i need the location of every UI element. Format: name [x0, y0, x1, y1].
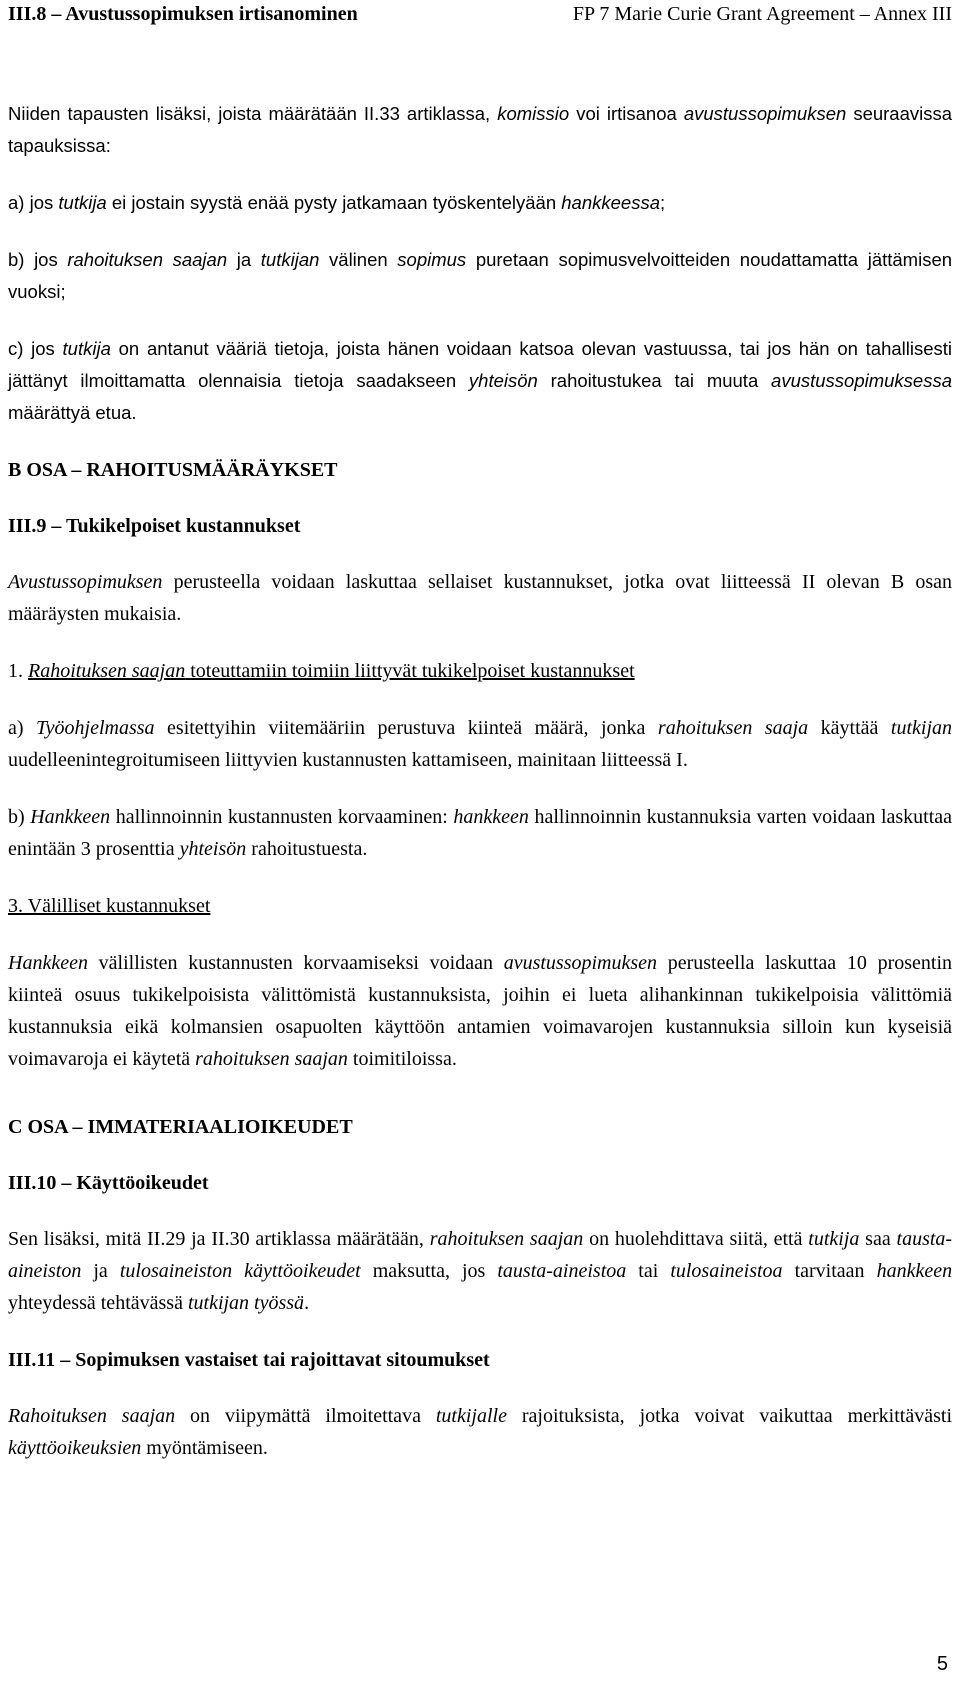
part-c-heading: C OSA – IMMATERIAALIOIKEUDET: [8, 1116, 353, 1138]
section-heading-iii9: III.9 – Tukikelpoiset kustannukset: [8, 515, 301, 537]
paragraph-intro: Niiden tapausten lisäksi, joista määrätään II.33 artiklassa, komissio voi irtisanoa avustussopimuksen seuraavissa tapauksissa:: [8, 103, 953, 156]
paragraph-1b: b) Hankkeen hallinnoinnin kustannusten korvaaminen: hankkeen hallinnoinnin kustannuksia varten voidaan laskuttaa enintään 3 prosenttia yhteisön rahoitustuesta.: [8, 806, 953, 860]
part-b-heading: B OSA – RAHOITUSMÄÄRÄYKSET: [8, 459, 338, 481]
paragraph-access-rights: Sen lisäksi, mitä II.29 ja II.30 artiklassa määrätään, rahoituksen saajan on huolehdittava siitä, että tutkija saa tausta-aineiston ja tulosaineiston käyttöoikeudet maksutta, jos tausta-aineistoa tai tulosaineistoa tarvitaan hankkeen yhteydessä tehtävässä tutkijan työssä.: [8, 1228, 953, 1314]
page-number: 5: [936, 1653, 948, 1675]
paragraph-restrictions: Rahoituksen saajan on viipymättä ilmoitettava tutkijalle rajoituksista, jotka voivat vaikuttaa merkittävästi käyttöoikeuksien myöntämiseen.: [8, 1405, 953, 1459]
section-heading-iii10: III.10 – Käyttöoikeudet: [8, 1172, 209, 1194]
section-heading-iii8: III.8 – Avustussopimuksen irtisanominen: [8, 3, 358, 25]
paragraph-item-b: b) jos rahoituksen saajan ja tutkijan välinen sopimus puretaan sopimusvelvoitteiden noudattamatta jättämisen vuoksi;: [8, 249, 953, 302]
running-header: FP 7 Marie Curie Grant Agreement – Annex III: [572, 3, 952, 25]
subheading-1: 1. Rahoituksen saajan toteuttamiin toimiin liittyvät tukikelpoiset kustannukset: [8, 660, 635, 682]
paragraph-item-c: c) jos tutkija on antanut vääriä tietoja, joista hänen voidaan katsoa olevan vastuussa, tai jos hän on tahallisesti jättänyt ilmoittamatta olennaisia tietoja saadakseen yhteisön rahoitustukea tai muuta avustussopimuksessa määrättyä etua.: [8, 338, 953, 423]
subheading-3: 3. Välilliset kustannukset: [8, 895, 211, 917]
document-body: [8, 98, 952, 1489]
paragraph-1a: a) Työohjelmassa esitettyihin viitemääriin perustuva kiinteä määrä, jonka rahoituksen saaja käyttää tutkijan uudelleenintegroitumiseen liittyvien kustannusten kattamiseen, mainitaan liitteessä I.: [8, 717, 952, 771]
paragraph-indirect-costs: Hankkeen välillisten kustannusten korvaamiseksi voidaan avustussopimuksen perusteella laskuttaa 10 prosentin kiinteä osuus tukikelpoisista välittömistä kustannuksista, joihin ei lueta alihankinnan tukikelpoisia välittömiä kustannuksia eikä kolmansien osapuolten käyttöön antamien voimavarojen kustannuksia silloin kun kyseisiä voimavaroja ei käytetä rahoituksen saajan toimitiloissa.: [8, 952, 953, 1070]
paragraph-item-a: a) jos tutkija ei jostain syystä enää pysty jatkamaan työskentelyään hankkeessa;: [8, 192, 666, 213]
section-heading-iii11: III.11 – Sopimuksen vastaiset tai rajoittavat sitoumukset: [8, 1349, 490, 1371]
paragraph-eligible-costs: Avustussopimuksen perusteella voidaan laskuttaa sellaiset kustannukset, jotka ovat liitteessä II olevan B osan määräysten mukaisia.: [8, 571, 952, 625]
